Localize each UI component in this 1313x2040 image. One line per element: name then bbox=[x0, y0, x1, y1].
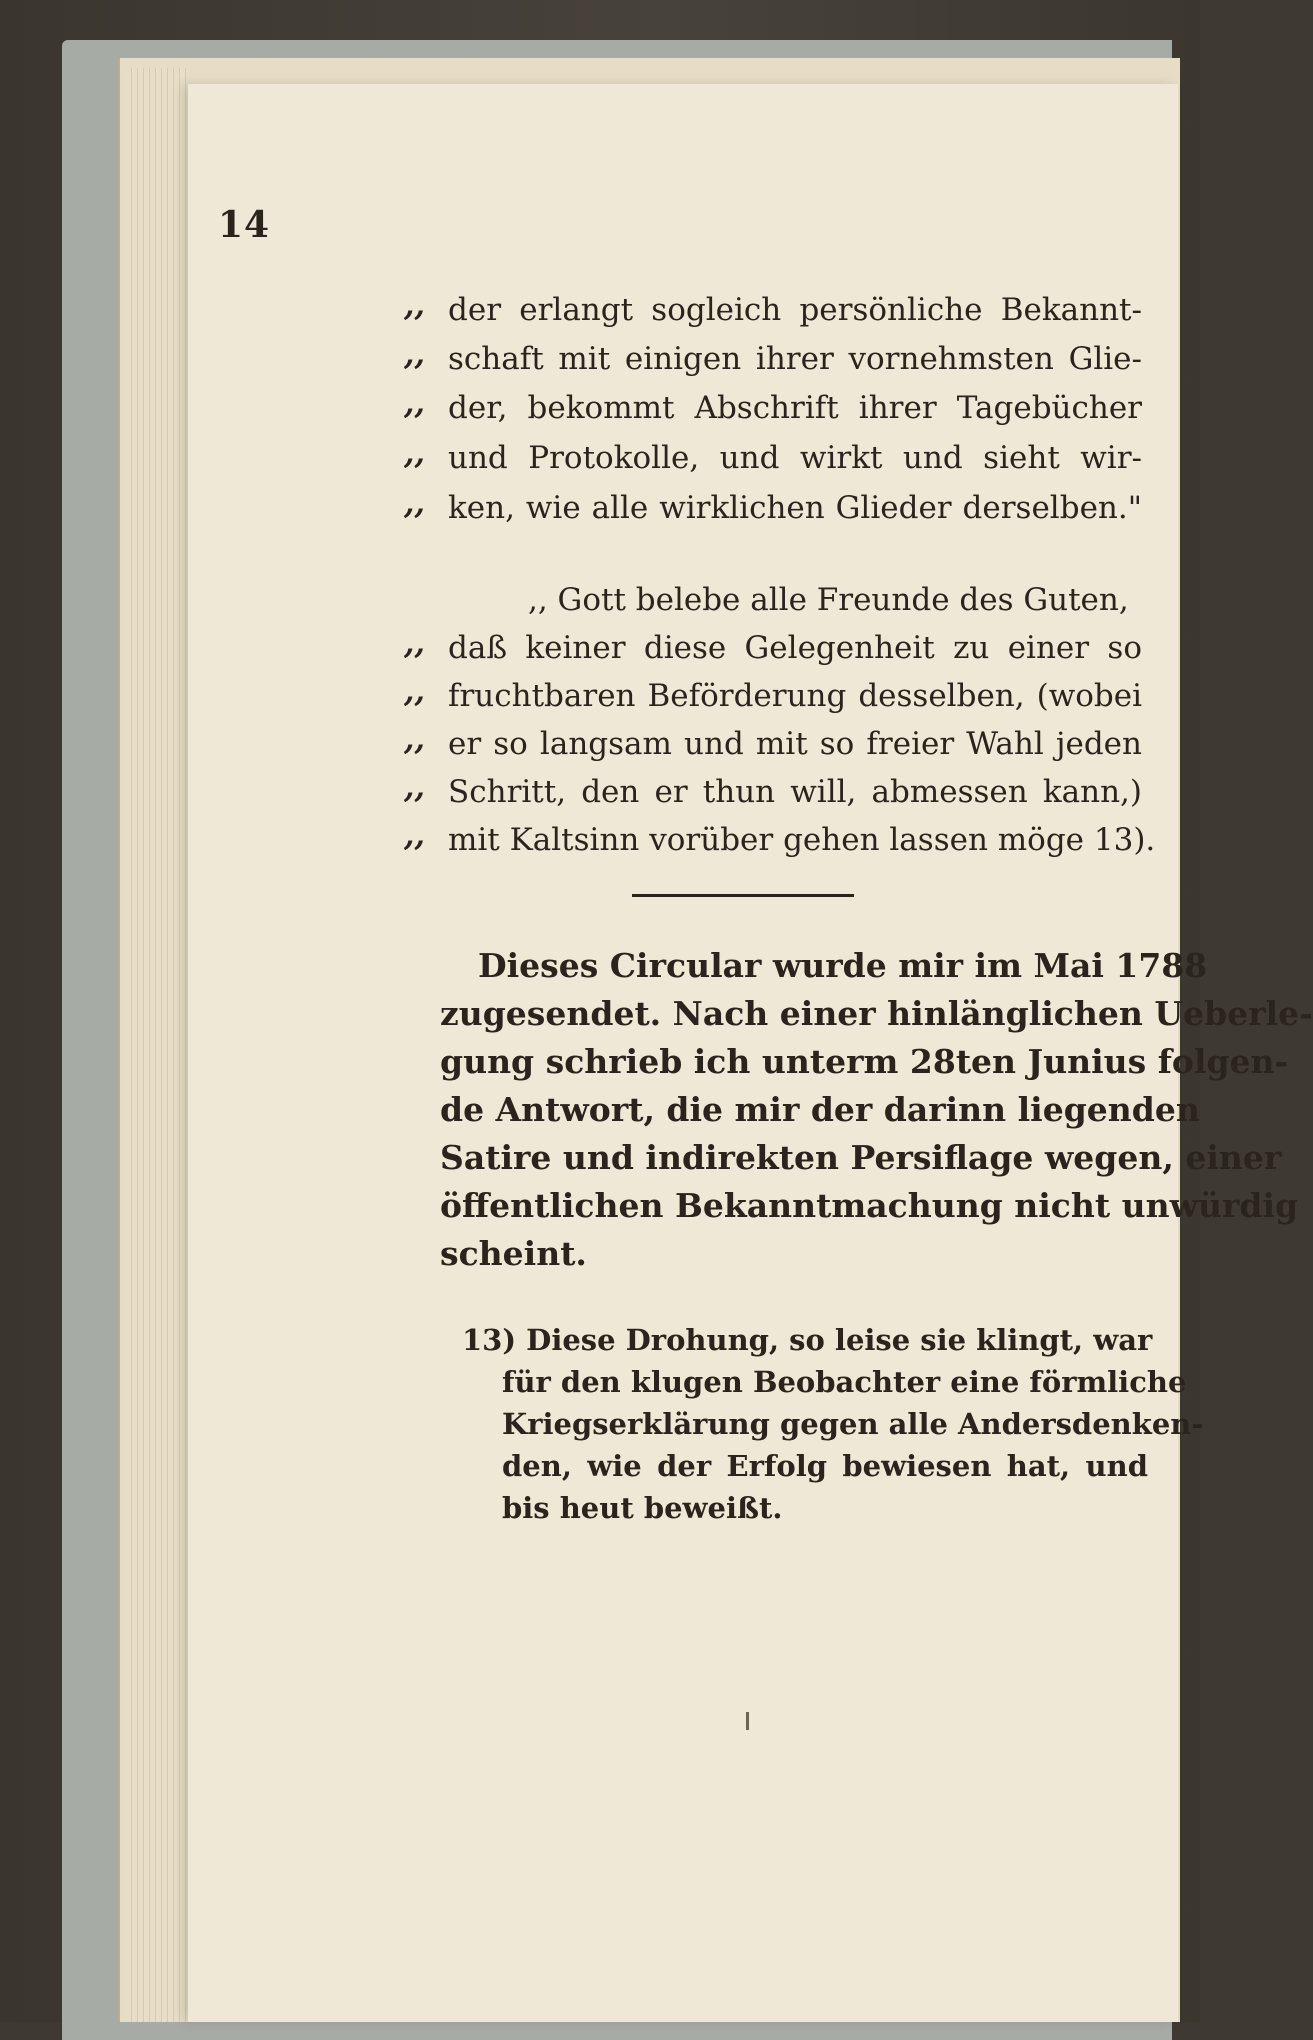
quote-line bbox=[0, 626, 1200, 670]
quote-line bbox=[0, 818, 1200, 862]
quote-mark: ,, bbox=[404, 288, 425, 323]
quote-line bbox=[0, 436, 1200, 480]
footnote-line: Kriegserklärung gegen alle Andersdenken- bbox=[502, 1407, 1204, 1441]
quote-line bbox=[0, 770, 1200, 814]
quote-mark: ,, bbox=[404, 337, 425, 372]
footnote-line: für den klugen Beobachter eine förmliche bbox=[502, 1365, 1187, 1399]
quote-mark: ,, bbox=[404, 818, 425, 853]
paragraph-line: öffentlichen Bekanntmachung nicht unwürdig bbox=[440, 1186, 1299, 1225]
quote-text: ,, Gott belebe alle Freunde des Guten, bbox=[528, 582, 1129, 618]
quote-mark: ,, bbox=[404, 722, 425, 757]
paragraph-line: zugesendet. Nach einer hinlänglichen Ueberle- bbox=[440, 994, 1313, 1033]
footnote-line: bis heut beweißt. bbox=[502, 1491, 783, 1525]
quote-line bbox=[0, 337, 1200, 381]
quote-text: ken, wie alle wirklichen Glieder derselben." bbox=[448, 490, 1142, 526]
paragraph-line: Dieses Circular wurde mir im Mai 1788 bbox=[478, 946, 1208, 985]
quote-text: der, bekommt Abschrift ihrer Tagebücher bbox=[448, 390, 1142, 426]
quote-line bbox=[0, 386, 1200, 430]
quote-mark: ,, bbox=[404, 436, 425, 471]
quote-mark: ,, bbox=[404, 626, 425, 661]
quote-text: schaft mit einigen ihrer vornehmsten Glie- bbox=[448, 341, 1142, 377]
paragraph-line: gung schrieb ich unterm 28ten Junius folgen- bbox=[440, 1042, 1289, 1081]
quote-text: mit Kaltsinn vorüber gehen lassen möge 13). bbox=[448, 822, 1156, 858]
quote-text: daß keiner diese Gelegenheit zu einer so bbox=[448, 630, 1142, 666]
quote-line bbox=[0, 578, 1200, 622]
ink-speck bbox=[746, 1712, 749, 1730]
paragraph-line: Satire und indirekten Persiflage wegen, einer bbox=[440, 1138, 1282, 1177]
paragraph-line: de Antwort, die mir der darinn liegenden bbox=[440, 1090, 1200, 1129]
footnote-line: den, wie der Erfolg bewiesen hat, und bbox=[502, 1449, 1148, 1483]
quote-text: er so langsam und mit so freier Wahl jeden bbox=[448, 726, 1142, 762]
section-divider bbox=[632, 894, 854, 897]
quote-text: Schritt, den er thun will, abmessen kann,) bbox=[448, 774, 1142, 810]
quote-mark: ,, bbox=[404, 674, 425, 709]
paragraph-line: scheint. bbox=[440, 1234, 587, 1273]
quote-line bbox=[0, 722, 1200, 766]
quote-mark: ,, bbox=[404, 770, 425, 805]
quote-mark: ,, bbox=[404, 386, 425, 421]
footnote-line: 13) Diese Drohung, so leise sie klingt, war bbox=[462, 1323, 1153, 1357]
quote-line bbox=[0, 674, 1200, 718]
quote-line bbox=[0, 486, 1200, 530]
quote-text: und Protokolle, und wirkt und sieht wir- bbox=[448, 440, 1142, 476]
quote-text: der erlangt sogleich persönliche Bekannt- bbox=[448, 292, 1142, 328]
page-number: 14 bbox=[218, 204, 271, 246]
quote-text: fruchtbaren Beförderung desselben, (wobei bbox=[448, 678, 1142, 714]
quote-mark: ,, bbox=[404, 486, 425, 521]
quote-line bbox=[0, 288, 1200, 332]
